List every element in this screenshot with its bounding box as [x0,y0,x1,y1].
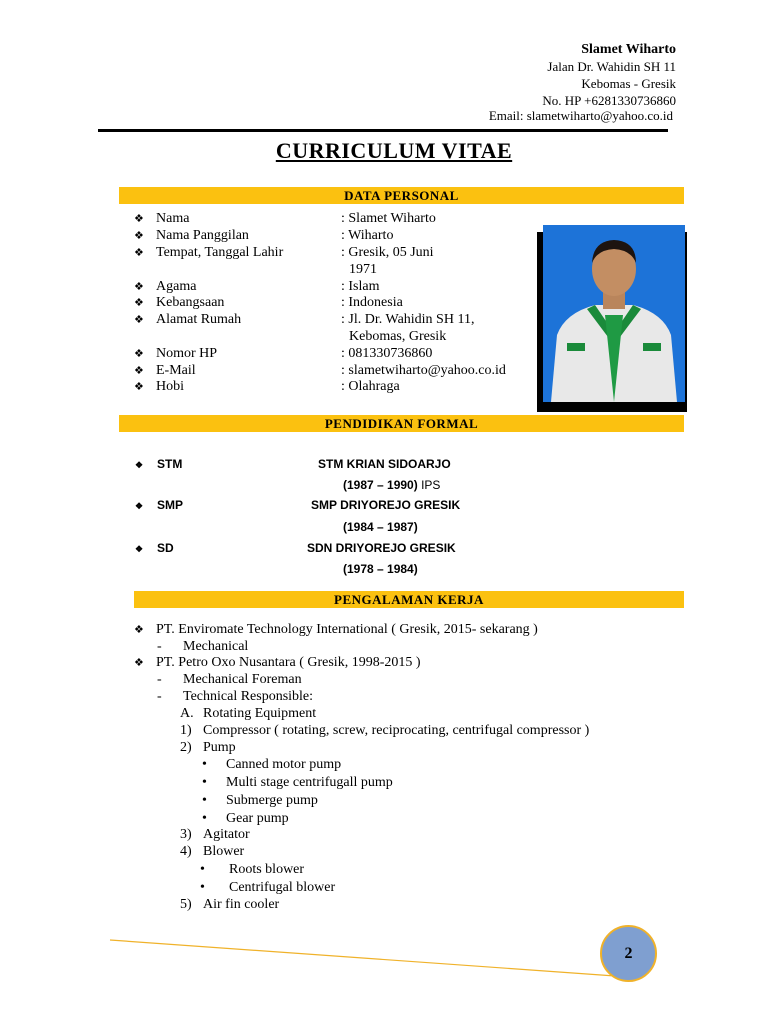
personal-row: ❖ Kebangsaan [134,295,225,310]
header-phone: No. HP +6281330736860 [542,93,676,108]
page-title: CURRICULUM VITAE [275,138,513,163]
equipment-item: 2) Pump [180,740,236,755]
education-row: ❖ STM [135,457,183,471]
blower-type: • Roots blower [200,862,305,877]
pump-type: • Multi stage centrifugall pump [202,775,393,790]
diamond-bullet-icon: ❖ [134,381,144,393]
job-role: - Technical Responsible: [157,689,314,704]
dot-bullet-icon: • [202,757,207,772]
dot-bullet-icon: • [200,880,205,895]
header-address2: Kebomas - Gresik [581,76,676,91]
diamond-bullet-icon: ❖ [134,230,144,242]
diamond-bullet-icon: ❖ [135,544,144,554]
education-school: SDN DRIYOREJO GRESIK [307,541,456,555]
dot-bullet-icon: • [202,811,207,826]
personal-value: : Indonesia [341,295,403,310]
dot-bullet-icon: • [202,793,207,808]
personal-value: : Olahraga [341,379,400,394]
personal-value-cont: Kebomas, Gresik [349,329,447,344]
header-name: Slamet Wiharto [581,42,676,57]
personal-value: : Slamet Wiharto [341,211,436,226]
personal-row: ❖ Hobi [134,379,184,394]
page-number: 2 [600,925,657,982]
diamond-bullet-icon: ❖ [134,624,144,636]
personal-row: ❖ Nomor HP [134,346,218,361]
personal-row: ❖ Nama Panggilan [134,228,249,243]
personal-value: : Wiharto [341,228,394,243]
diamond-bullet-icon: ❖ [134,297,144,309]
education-school: STM KRIAN SIDOARJO [318,457,451,471]
personal-value: : Jl. Dr. Wahidin SH 11, [341,312,475,327]
education-row: ❖ SMP [135,498,184,512]
diamond-bullet-icon: ❖ [134,365,144,377]
equipment-item: 3) Agitator [180,827,250,842]
section-band-education: PENDIDIKAN FORMAL [119,415,684,432]
education-school: SMP DRIYOREJO GRESIK [311,498,461,512]
equipment-category: A. Rotating Equipment [180,706,317,721]
pump-type: • Submerge pump [202,793,318,808]
diamond-bullet-icon: ❖ [134,213,144,225]
diamond-bullet-icon: ❖ [134,247,144,259]
header-address1: Jalan Dr. Wahidin SH 11 [547,59,676,74]
education-years: (1987 – 1990) IPS [343,478,441,492]
personal-row: ❖ Tempat, Tanggal Lahir [134,245,284,260]
dot-bullet-icon: • [200,862,205,877]
personal-row: ❖ Nama [134,211,190,226]
pump-type: • Gear pump [202,811,289,826]
section-band-experience: PENGALAMAN KERJA [134,591,684,608]
job-role: - Mechanical Foreman [157,672,302,687]
personal-value-cont: 1971 [349,262,377,277]
diamond-bullet-icon: ❖ [135,501,144,511]
diamond-bullet-icon: ❖ [134,657,144,669]
dot-bullet-icon: • [202,775,207,790]
diamond-bullet-icon: ❖ [134,281,144,293]
personal-row: ❖ Alamat Rumah [134,312,242,327]
equipment-item: 4) Blower [180,844,245,859]
personal-value: : Gresik, 05 Juni [341,245,434,260]
job-item: ❖ PT. Enviromate Technology International ( Gresik, 2015- sekarang ) [134,622,538,637]
diamond-bullet-icon: ❖ [135,460,144,470]
equipment-item: 5) Air fin cooler [180,897,280,912]
job-item: ❖ PT. Petro Oxo Nusantara ( Gresik, 1998-2015 ) [134,655,421,670]
personal-row: ❖ Agama [134,279,197,294]
personal-row: ❖ E-Mail [134,363,196,378]
job-role: - Mechanical [157,639,249,654]
education-row: ❖ SD [135,541,174,555]
education-years: (1978 – 1984) [343,562,418,576]
personal-value: : 081330736860 [341,346,433,361]
section-band-personal: DATA PERSONAL [119,187,684,204]
diamond-bullet-icon: ❖ [134,348,144,360]
blower-type: • Centrifugal blower [200,880,336,895]
header-email: Email: slametwiharto@yahoo.co.id [488,108,673,123]
equipment-item: 1) Compressor ( rotating, screw, reciprocating, centrifugal compressor ) [180,723,590,738]
personal-value: : slametwiharto@yahoo.co.id [341,363,506,378]
education-years: (1984 – 1987) [343,520,418,534]
pump-type: • Canned motor pump [202,757,342,772]
personal-value: : Islam [341,279,380,294]
diamond-bullet-icon: ❖ [134,314,144,326]
